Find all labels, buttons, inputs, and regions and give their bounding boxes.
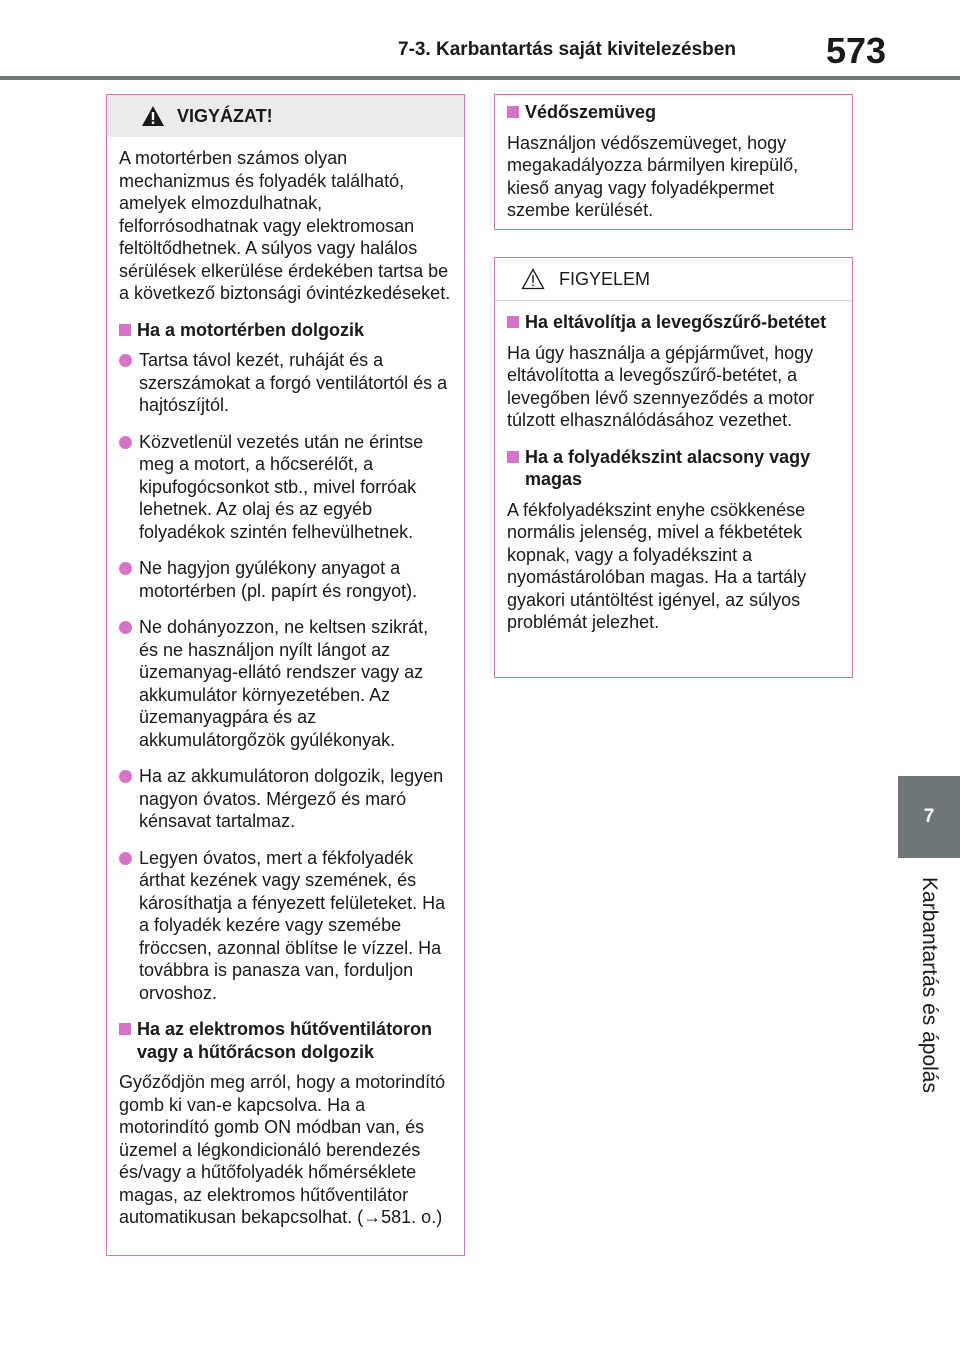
chapter-number-tab [898,776,960,858]
goggles-box-body [495,95,852,222]
warning-triangle-icon [141,105,165,127]
notice-box-body [495,301,852,634]
list-item: Ne hagyjon gyúlékony anyagot a motortérben (pl. papírt és rongyot). [119,557,452,602]
circle-bullet-icon [119,852,132,865]
section-heading: Védőszemüveg [507,101,840,124]
section-text: A fékfolyadékszint enyhe csökkenése normális jelenség, mivel a fékbetétek kopnak, vagy a folyadékszint a nyomástárolóban magas. Ha a tartály gyakori utántöltést igényel, az súlyos problémát jelezhet. [507,499,807,632]
list-item: Tartsa távol kezét, ruháját és a szerszámokat a forgó ventilátortól és a hajtószíjtól. [119,349,452,417]
section-heading: Ha a motortérben dolgozik [119,319,452,342]
warning-title: VIGYÁZAT! [177,105,273,126]
circle-bullet-icon [119,436,132,449]
square-bullet-icon [507,451,519,463]
circle-bullet-icon [119,354,132,367]
square-bullet-icon [119,324,131,336]
notice-box [494,257,853,678]
section-heading: Ha eltávolítja a levegőszűrő-betétet [507,311,840,334]
square-bullet-icon [507,316,519,328]
warning-box-body [107,137,464,1229]
goggles-box [494,94,853,230]
list-item: Ne dohányozzon, ne keltsen szikrát, és ne használjon nyílt lángot az üzemanyag-ellátó rendszer vagy az akkumulátor környezetében. Az üzemanyagpára és az akkumulátorgőzök gyúlékonyak. [119,616,452,751]
warning-intro: A motortérben számos olyan mechanizmus és folyadék található, amelyek elmozdulhatnak, felforrósodhatnak vagy elektromosan feltöltődhetnek. A súlyos vagy halálos sérülések elkerülése érdekében tartsa be a következő biztonsági óvintézkedéseket. [119,148,451,303]
section-text: Használjon védőszemüveget, hogy megakadályozza bármilyen kirepülő, kieső anyag vagy folyadékpermet szembe kerülését. [507,132,799,220]
section-text: Győződjön meg arról, hogy a motorindító gomb ki van-e kapcsolva. Ha a motorindító gomb ON módban van, és üzemel a légkondicionáló berendezés és/vagy a hűtőfolyadék hőmérséklete magas, az elektromos hűtőventilátor automatikusan bekapcsolhat. (→581. o.) [119,1072,446,1227]
notice-title: FIGYELEM [559,268,651,289]
section-heading: Ha a folyadékszint alacsony vagy magas [507,446,840,491]
circle-bullet-icon [119,562,132,575]
chapter-title-vertical [898,870,960,1100]
caution-triangle-icon [521,268,545,290]
list-item: Legyen óvatos, mert a fékfolyadék árthat kezének vagy szemének, és károsíthatja a fényezett felületeket. Ha a folyadék kezére vagy szemébe fröccsen, azonnal öblítse le vízzel. Ha továbbra is panasza van, forduljon orvoshoz. [119,847,452,1005]
square-bullet-icon [507,106,519,118]
page-number: 573 [826,30,887,71]
notice-box-header [495,258,852,301]
header-divider [0,76,960,80]
section-text: Ha úgy használja a gépjárművet, hogy eltávolította a levegőszűrő-betétet, a levegőben lévő szennyeződés a motor túlzott elhasználódásához vezethet. [507,342,815,430]
chapter-title: Karbantartás és ápolás [918,877,941,1093]
section-heading: Ha az elektromos hűtőventilátoron vagy a hűtőrácson dolgozik [119,1018,452,1063]
chapter-number: 7 [923,806,935,827]
circle-bullet-icon [119,770,132,783]
square-bullet-icon [119,1023,131,1035]
section-title: 7-3. Karbantartás saját kivitelezésben [398,39,736,60]
list-item: Ha az akkumulátoron dolgozik, legyen nagyon óvatos. Mérgező és maró kénsavat tartalmaz. [119,765,452,833]
warning-box-header [107,95,464,137]
warning-box [106,94,465,1256]
list-item: Közvetlenül vezetés után ne érintse meg a motort, a hőcserélőt, a kipufogócsonkot stb., mivel forróak lehetnek. Az olaj és az egyéb folyadékok szintén felhevülhetnek. [119,431,452,544]
circle-bullet-icon [119,621,132,634]
